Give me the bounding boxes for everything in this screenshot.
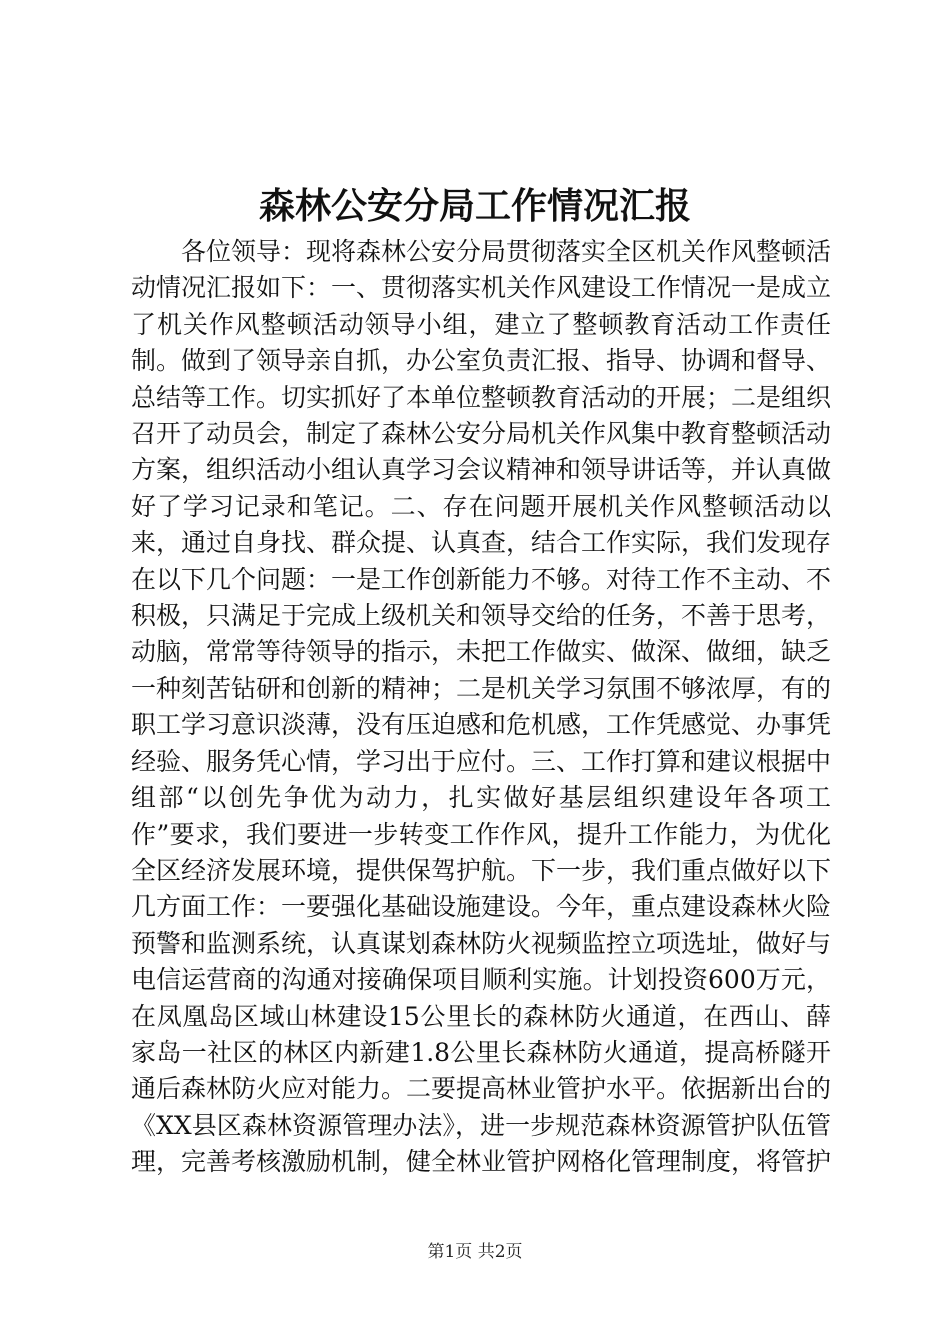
document-body: 各位领导：现将森林公安分局贯彻落实全区机关作风整顿活动情况汇报如下：一、贯彻落实机关作风建设工作情况一是成立了机关作风整顿活动领导小组，建立了整顿教育活动工作责任制。做到了领导亲自抓，办公室负责汇报、指导、协调和督导、总结等工作。切实抓好了本单位整顿教育活动的开展；二是组织召开了动员会，制定了森林公安分局机关作风集中教育整顿活动方案，组织活动小组认真学习会议精神和领导讲话等，并认真做好了学习记录和笔记。二、存在问题开展机关作风整顿活动以来，通过自身找、群众提、认真查，结合工作实际，我们发现存在以下几个问题：一是工作创新能力不够。对待工作不主动、不积极，只满足于完成上级机关和领导交给的任务，不善于思考，动脑，常常等待领导的指示，未把工作做实、做深、做细，缺乏一种刻苦钻研和创新的精神；二是机关学习氛围不够浓厚，有的职工学习意识淡薄，没有压迫感和危机感，工作凭感觉、办事凭经验、服务凭心情，学习出于应付。三、工作打算和建议根据中组部“以创先争优为动力，扎实做好基层组织建设年各项工作”要求，我们要进一步转变工作作风，提升工作能力，为优化全区经济发展环境，提供保驾护航。下一步，我们重点做好以下几方面工作：一要强化基础设施建设。今年，重点建设森林火险预警和监测系统，认真谋划森林防火视频监控立项选址，做好与电信运营商的沟通对接确保项目顺利实施。计划投资600万元，在凤凰岛区域山林建设15公里长的森林防火通道，在西山、薛家岛一社区的林区内新建1.8公里长森林防火通道，提高桥隧开通后森林防火应对能力。二要提高林业管护水平。依据新出台的《XX县区森林资源管理办法》，进一步规范森林资源管护队伍管理，完善考核激励机制，健全林业管护网格化管理制度，将管护 bbox=[131, 237, 831, 1177]
document-title: 森林公安分局工作情况汇报 bbox=[258, 185, 691, 227]
page-footer: 第1页 共2页 bbox=[427, 1242, 523, 1262]
